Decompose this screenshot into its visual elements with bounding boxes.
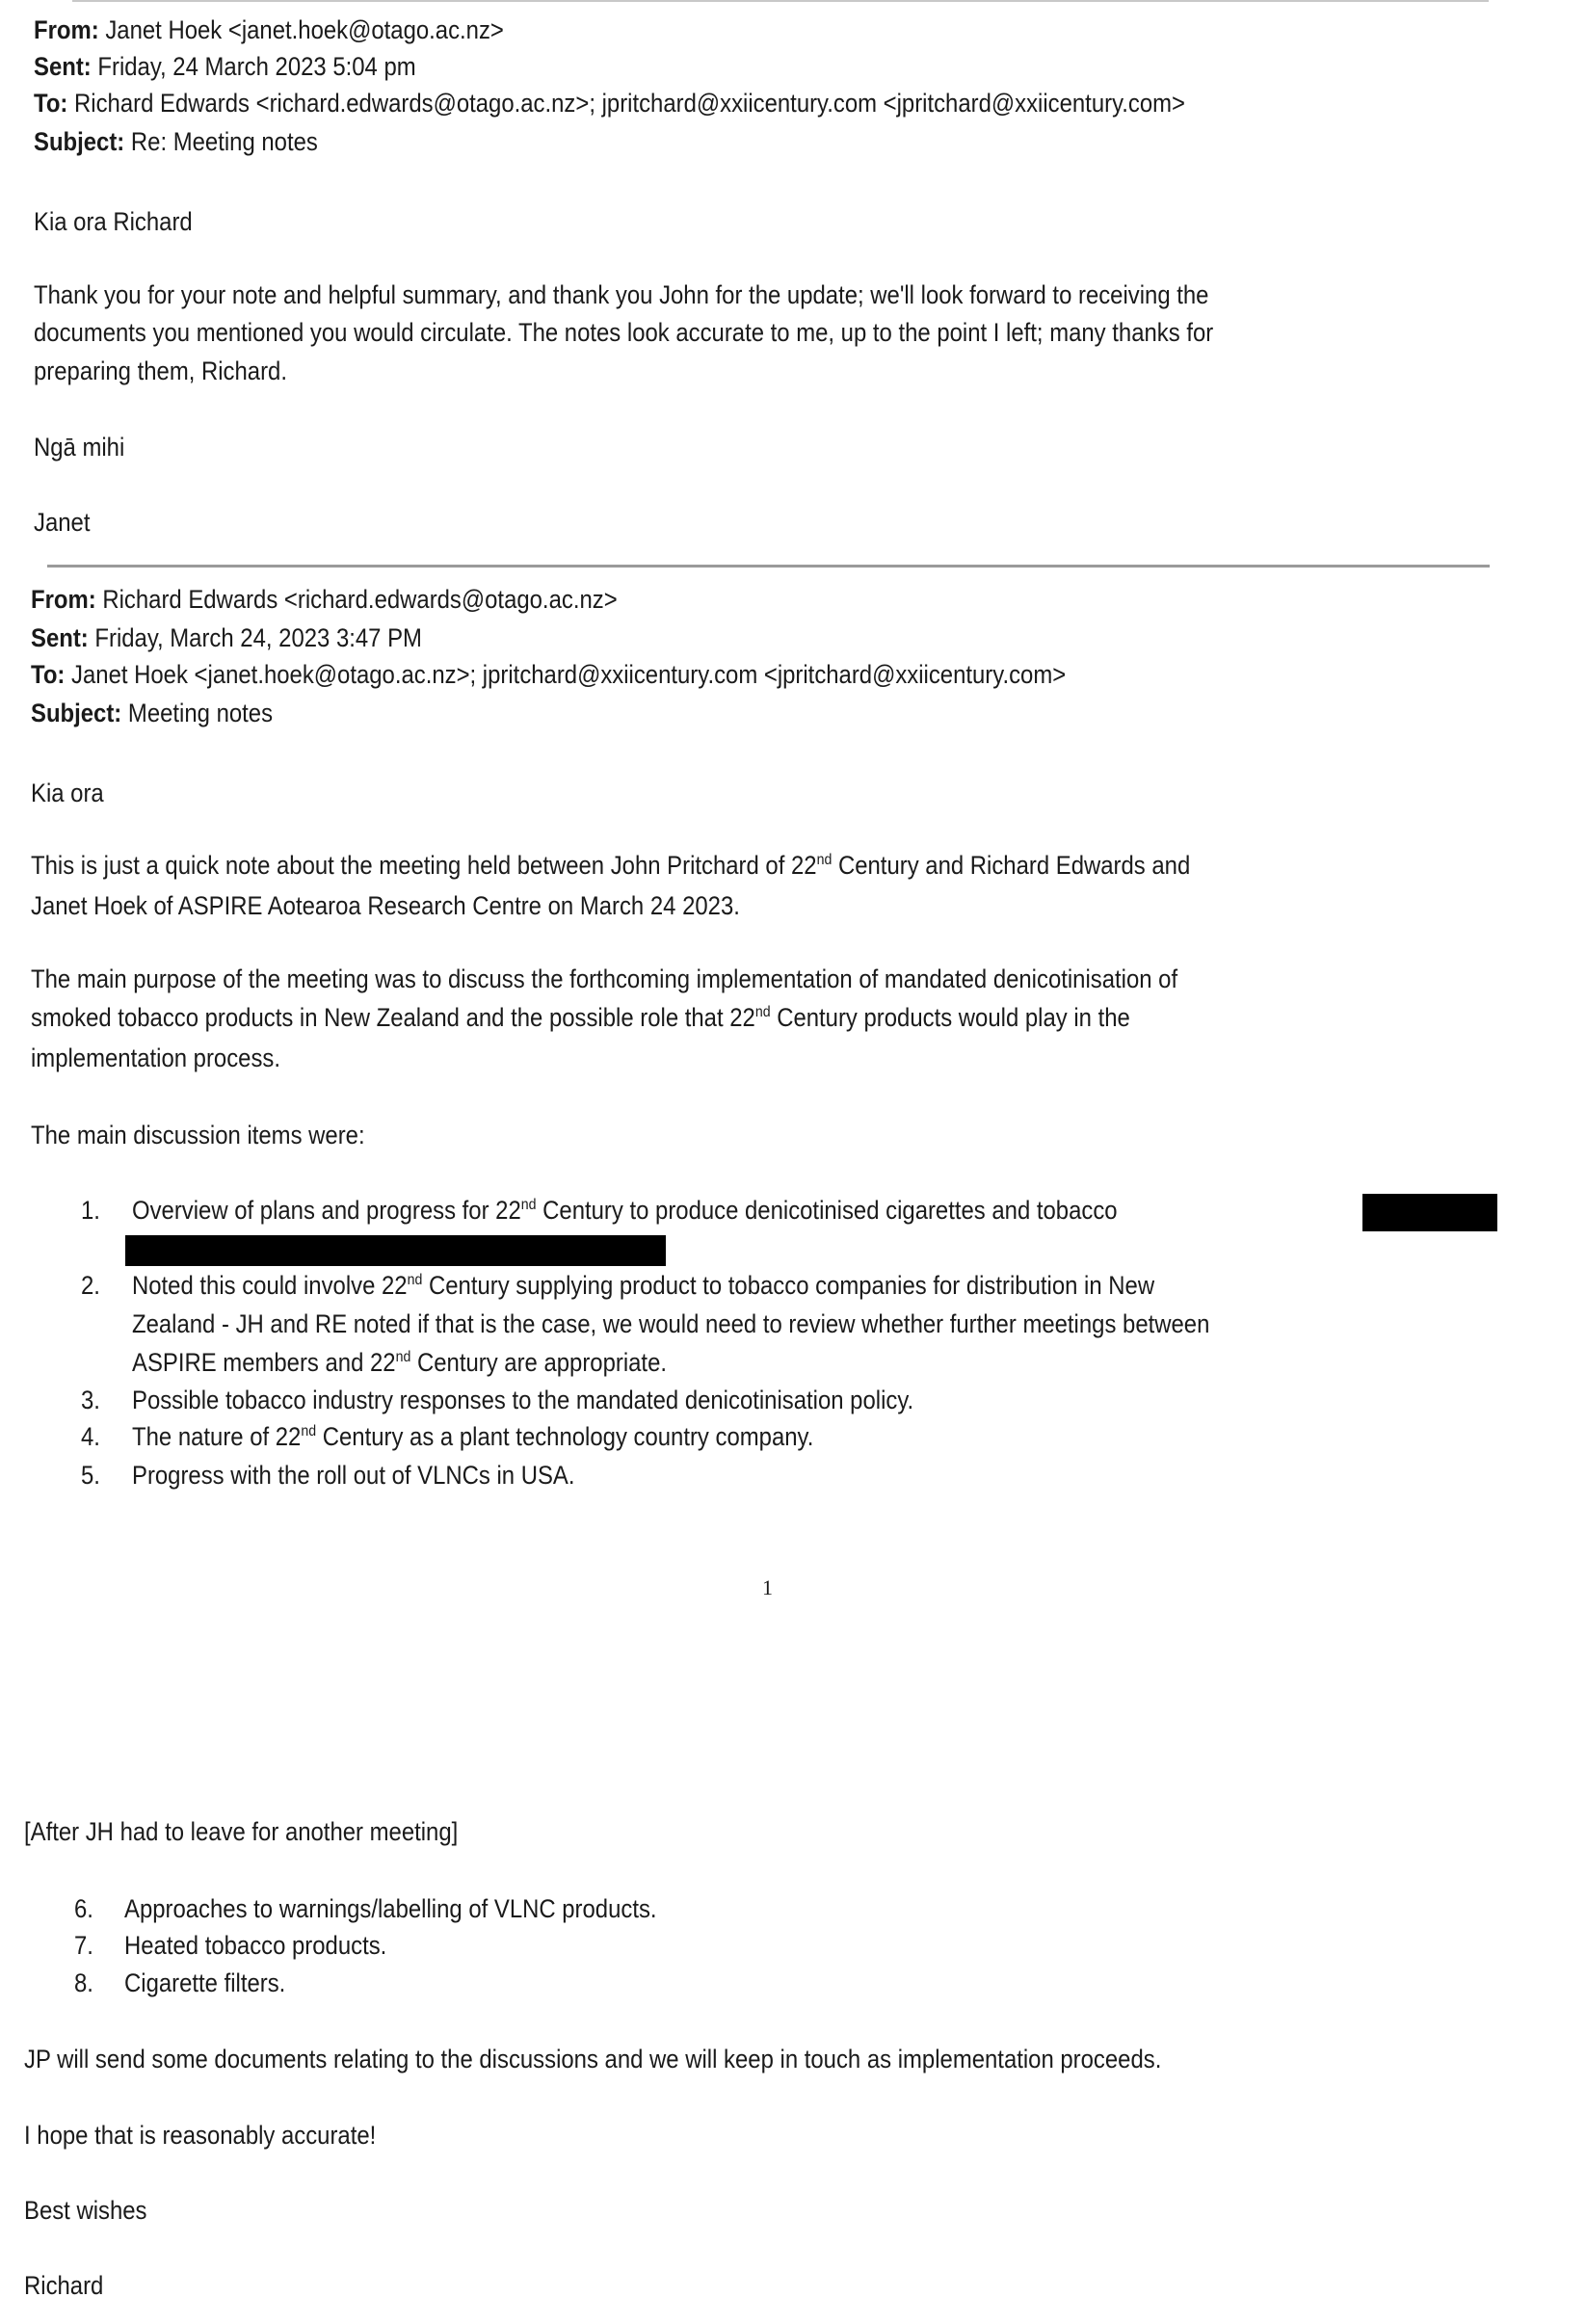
text: Century are appropriate. bbox=[410, 1348, 668, 1377]
text: This is just a quick note about the meeting held between John Pritchard of 22 bbox=[31, 851, 817, 880]
to-label: To: bbox=[31, 660, 66, 689]
subject-label: Subject: bbox=[34, 127, 125, 156]
list-item: Possible tobacco industry responses to the mandated denicotinisation policy. bbox=[132, 1386, 914, 1414]
list-item bbox=[132, 1419, 813, 1454]
original-greeting: Kia ora bbox=[31, 779, 104, 807]
text: The nature of 22 bbox=[132, 1422, 302, 1451]
to-value: Richard Edwards <richard.edwards@otago.ac.nz>; jpritchard@xxiicentury.com <jpritchard@xxiicentury.com> bbox=[74, 89, 1185, 118]
text: Overview of plans and progress for 22 bbox=[132, 1196, 521, 1225]
sent-label: Sent: bbox=[34, 52, 92, 81]
reply-signoff: Ngā mihi bbox=[34, 433, 125, 462]
superscript: nd bbox=[520, 1197, 537, 1213]
item-number: 8. bbox=[74, 1968, 93, 1997]
from-value: Janet Hoek <janet.hoek@otago.ac.nz> bbox=[105, 15, 504, 44]
list-item: Heated tobacco products. bbox=[124, 1931, 387, 1960]
superscript: nd bbox=[754, 1004, 771, 1020]
reply-signature: Janet bbox=[34, 508, 91, 537]
reply-body-line: preparing them, Richard. bbox=[34, 357, 287, 385]
list-item: Approaches to warnings/labelling of VLNC products. bbox=[124, 1894, 657, 1923]
from-value: Richard Edwards <richard.edwards@otago.ac.nz> bbox=[102, 585, 618, 614]
paragraph-line bbox=[31, 1000, 1130, 1035]
after-note: [After JH had to leave for another meeting] bbox=[24, 1817, 459, 1846]
reply-body-line: documents you mentioned you would circulate. The notes look accurate to me, up to the point I left; many thanks for bbox=[34, 318, 1214, 347]
text: Noted this could involve 22 bbox=[132, 1271, 408, 1300]
text: Century products would play in the bbox=[770, 1003, 1130, 1032]
subject-label: Subject: bbox=[31, 699, 122, 727]
list-item bbox=[132, 1193, 1118, 1228]
text: smoked tobacco products in New Zealand and the possible role that 22 bbox=[31, 1003, 755, 1032]
original-sent bbox=[31, 621, 422, 655]
paragraph-line: Janet Hoek of ASPIRE Aotearoa Research Centre on March 24 2023. bbox=[31, 891, 740, 920]
closing-paragraph: JP will send some documents relating to the discussions and we will keep in touch as implementation proceeds. bbox=[24, 2045, 1162, 2073]
original-signoff: Best wishes bbox=[24, 2196, 147, 2225]
item-number: 1. bbox=[81, 1196, 100, 1225]
reply-greeting: Kia ora Richard bbox=[34, 207, 193, 236]
subject-value: Re: Meeting notes bbox=[130, 127, 318, 156]
reply-from bbox=[34, 13, 504, 47]
text: ASPIRE members and 22 bbox=[132, 1348, 396, 1377]
superscript: nd bbox=[407, 1272, 423, 1288]
to-label: To: bbox=[34, 89, 68, 118]
text: Century to produce denicotinised cigarettes and tobacco bbox=[536, 1196, 1118, 1225]
original-to bbox=[31, 657, 1066, 692]
text: Century supplying product to tobacco companies for distribution in New bbox=[422, 1271, 1155, 1300]
page-number: 1 bbox=[762, 1575, 773, 1599]
from-label: From: bbox=[31, 585, 96, 614]
reply-to bbox=[34, 86, 1185, 120]
list-item: Progress with the roll out of VLNCs in USA. bbox=[132, 1461, 575, 1490]
to-value: Janet Hoek <janet.hoek@otago.ac.nz>; jpritchard@xxiicentury.com <jpritchard@xxiicentury.com> bbox=[71, 660, 1067, 689]
items-intro: The main discussion items were: bbox=[31, 1121, 365, 1149]
item-number: 7. bbox=[74, 1931, 93, 1960]
reply-subject bbox=[34, 124, 318, 159]
item-number: 5. bbox=[81, 1461, 100, 1490]
page-top-edge bbox=[72, 0, 1489, 2]
sent-value: Friday, 24 March 2023 5:04 pm bbox=[97, 52, 416, 81]
sent-label: Sent: bbox=[31, 623, 89, 652]
original-signature: Richard bbox=[24, 2271, 104, 2300]
from-label: From: bbox=[34, 15, 99, 44]
original-subject bbox=[31, 696, 273, 730]
sent-value: Friday, March 24, 2023 3:47 PM bbox=[94, 623, 422, 652]
text: Century and Richard Edwards and bbox=[832, 851, 1191, 880]
paragraph-line: The main purpose of the meeting was to discuss the forthcoming implementation of mandated denicotinisation of bbox=[31, 964, 1178, 993]
paragraph-line bbox=[31, 848, 1190, 883]
superscript: nd bbox=[301, 1423, 317, 1439]
message-divider bbox=[47, 565, 1490, 568]
redaction-box bbox=[1362, 1194, 1497, 1231]
item-number: 4. bbox=[81, 1422, 100, 1451]
item-number: 3. bbox=[81, 1386, 100, 1414]
list-item-line bbox=[132, 1345, 667, 1380]
superscript: nd bbox=[816, 852, 833, 868]
list-item: Cigarette filters. bbox=[124, 1968, 286, 1997]
text: Century as a plant technology country company. bbox=[316, 1422, 814, 1451]
redaction-box bbox=[125, 1235, 666, 1266]
list-item bbox=[132, 1268, 1154, 1303]
superscript: nd bbox=[395, 1349, 411, 1365]
paragraph-line: implementation process. bbox=[31, 1043, 280, 1072]
hope-line: I hope that is reasonably accurate! bbox=[24, 2121, 377, 2150]
original-from bbox=[31, 582, 618, 617]
list-item-line: Zealand - JH and RE noted if that is the case, we would need to review whether further meetings between bbox=[132, 1309, 1210, 1338]
item-number: 2. bbox=[81, 1271, 100, 1300]
reply-sent bbox=[34, 49, 416, 84]
reply-body-line: Thank you for your note and helpful summary, and thank you John for the update; we'll look forward to receiving the bbox=[34, 280, 1209, 309]
item-number: 6. bbox=[74, 1894, 93, 1923]
subject-value: Meeting notes bbox=[127, 699, 274, 727]
